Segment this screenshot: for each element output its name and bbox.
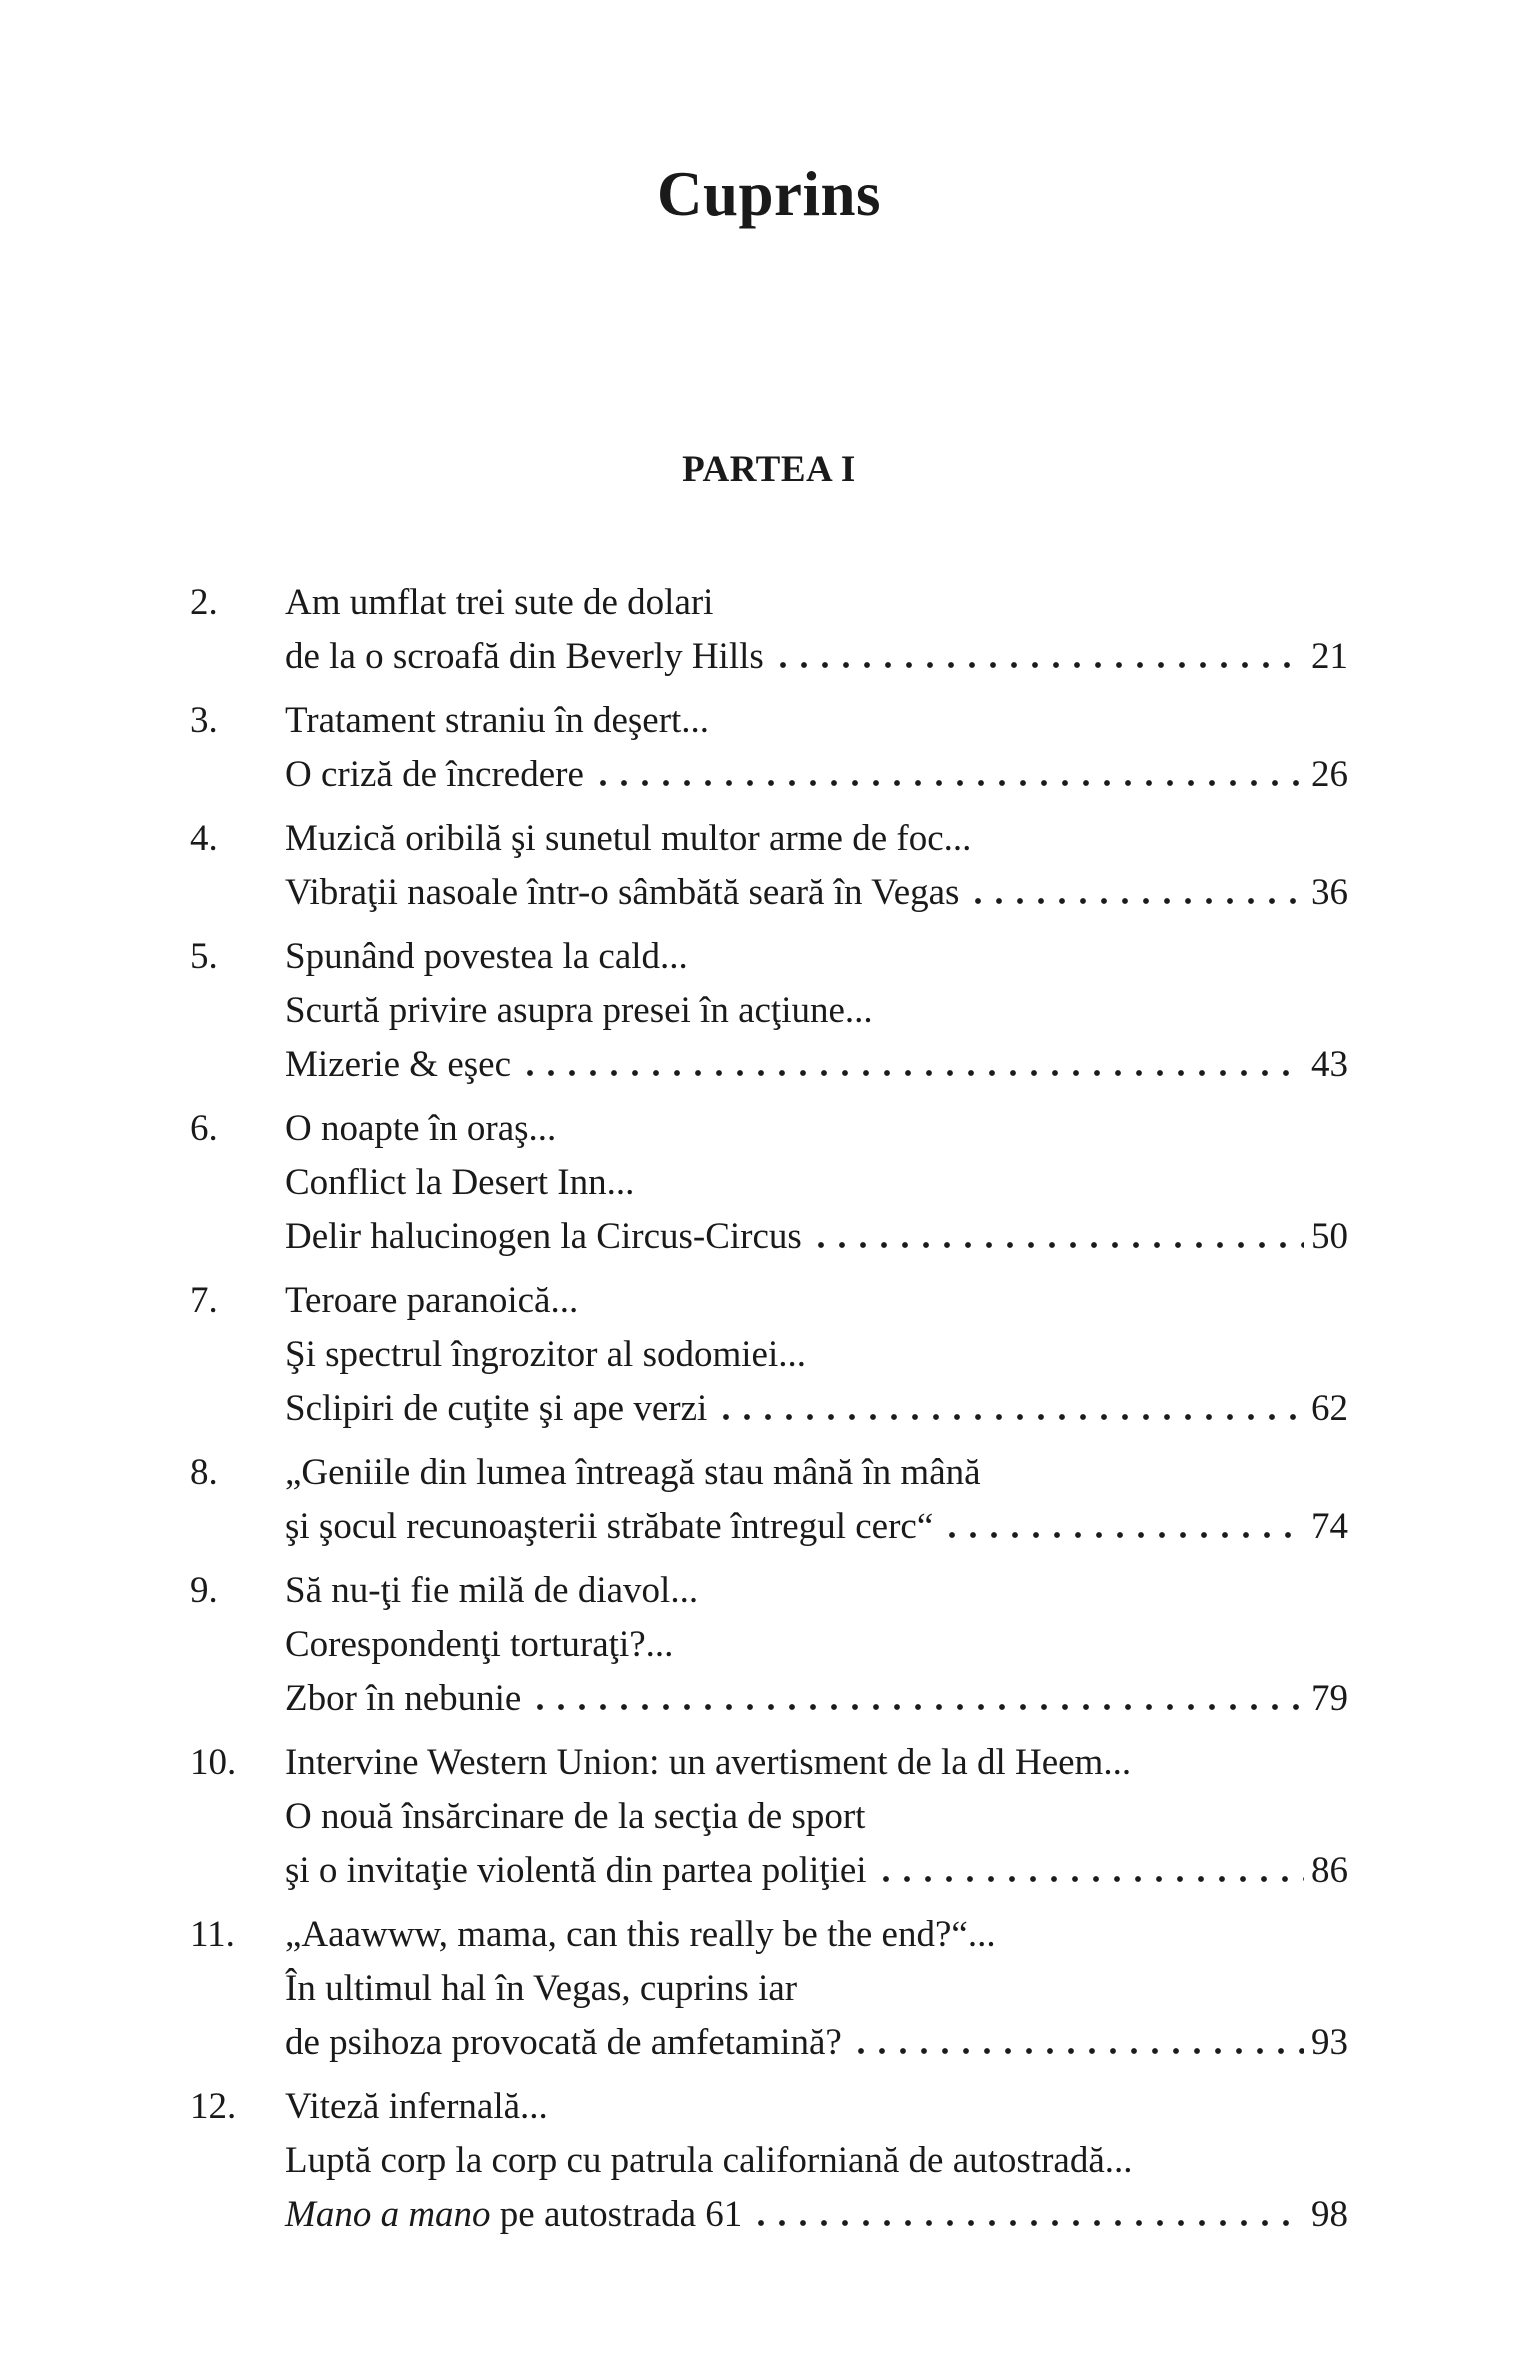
entry-body	[285, 2080, 1348, 2242]
text-segment: Să nu-ţi fie milă de diavol...	[285, 1570, 699, 1611]
entry-title-line	[285, 1446, 1348, 1500]
entry-line-text	[285, 1796, 865, 1837]
entry-last-line	[285, 1382, 1348, 1436]
dot-leader	[883, 1876, 1304, 1882]
entry-line-text	[285, 1038, 511, 1092]
entry-line-text	[285, 2140, 1133, 2181]
entry-number: 8.	[190, 1452, 218, 1493]
entry-line-text	[285, 1914, 996, 1955]
entry-last-line	[285, 2016, 1348, 2070]
text-segment: „Aaawww, mama, can this really be the end?“...	[285, 1914, 996, 1955]
entry-title-line	[285, 984, 1348, 1038]
entry-last-line	[285, 1500, 1348, 1554]
page-number: 62	[1311, 1388, 1348, 1429]
text-segment: Intervine Western Union: un avertisment de la dl Heem...	[285, 1742, 1132, 1783]
page-number: 98	[1311, 2194, 1348, 2235]
toc-entries	[190, 576, 1348, 2242]
entry-line-text	[285, 1334, 806, 1375]
entry-title-line	[285, 1962, 1348, 2016]
page-number: 21	[1311, 636, 1348, 677]
entry-line-text	[285, 700, 709, 741]
entry-number: 2.	[190, 582, 218, 623]
entry-last-line	[285, 1672, 1348, 1726]
text-segment: Delir halucinogen la Circus-Circus	[285, 1216, 802, 1257]
entry-title-line	[285, 576, 1348, 630]
entry-number: 5.	[190, 936, 218, 977]
text-segment: Mizerie & eşec	[285, 1044, 511, 1085]
toc-entry	[190, 576, 1348, 684]
text-segment: şi o invitaţie violentă din partea poliţiei	[285, 1850, 867, 1891]
toc-entry	[190, 1564, 1348, 1726]
entry-title-line	[285, 930, 1348, 984]
text-segment: Am umflat trei sute de dolari	[285, 582, 714, 623]
entry-line-text	[285, 1570, 698, 1611]
toc-entry	[190, 694, 1348, 802]
entry-number: 12.	[190, 2086, 237, 2127]
entry-title-line	[285, 694, 1348, 748]
page-number: 43	[1311, 1044, 1348, 1085]
entry-body	[285, 930, 1348, 1092]
entry-last-line	[285, 630, 1348, 684]
entry-last-line	[285, 2188, 1348, 2242]
entry-line-text	[285, 1382, 707, 1436]
text-segment: Vibraţii nasoale într-o sâmbătă seară în Vegas	[285, 872, 960, 913]
text-segment: Muzică oribilă şi sunetul multor arme de foc...	[285, 818, 972, 859]
dot-leader	[723, 1414, 1304, 1420]
entry-body	[285, 1736, 1348, 1898]
entry-title-line	[285, 1156, 1348, 1210]
dot-leader	[758, 2220, 1304, 2226]
text-segment: Spunând povestea la cald...	[285, 936, 688, 977]
text-segment: de la o scroafă din Beverly Hills	[285, 636, 764, 677]
toc-entry	[190, 812, 1348, 920]
entry-number: 9.	[190, 1570, 218, 1611]
text-segment: O criză de încredere	[285, 754, 584, 795]
toc-entry	[190, 1736, 1348, 1898]
entry-title-line	[285, 812, 1348, 866]
entry-line-text	[285, 2016, 842, 2070]
entry-line-text	[285, 1210, 802, 1264]
entry-line-text	[285, 1844, 867, 1898]
toc-entry	[190, 1908, 1348, 2070]
entry-title-line	[285, 1908, 1348, 1962]
entry-line-text	[285, 1280, 578, 1321]
entry-last-line	[285, 748, 1348, 802]
page-number: 50	[1311, 1216, 1348, 1257]
entry-line-text	[285, 1624, 673, 1665]
entry-number: 4.	[190, 818, 218, 859]
text-segment: O nouă însărcinare de la secţia de sport	[285, 1796, 866, 1837]
entry-number: 10.	[190, 1742, 237, 1783]
entry-title-line	[285, 1790, 1348, 1844]
entry-line-text	[285, 1108, 556, 1149]
entry-title-line	[285, 1328, 1348, 1382]
toc-entry	[190, 1446, 1348, 1554]
entry-line-text	[285, 990, 873, 1031]
entry-body	[285, 1274, 1348, 1436]
dot-leader	[858, 2048, 1304, 2054]
toc-entry	[190, 930, 1348, 1092]
text-segment: Tratament straniu în deşert...	[285, 700, 710, 741]
entry-line-text	[285, 630, 764, 684]
dot-leader	[600, 780, 1304, 786]
entry-title-line	[285, 2134, 1348, 2188]
entry-body	[285, 1102, 1348, 1264]
entry-title-line	[285, 1274, 1348, 1328]
entry-line-text	[285, 818, 971, 859]
text-segment: Viteză infernală...	[285, 2086, 548, 2127]
entry-title-line	[285, 2080, 1348, 2134]
entry-line-text	[285, 936, 688, 977]
entry-last-line	[285, 1844, 1348, 1898]
entry-body	[285, 812, 1348, 920]
text-segment: Teroare paranoică...	[285, 1280, 579, 1321]
dot-leader	[527, 1070, 1304, 1076]
toc-entry	[190, 2080, 1348, 2242]
page-number: 36	[1311, 872, 1348, 913]
text-segment: de psihoza provocată de amfetamină?	[285, 2022, 842, 2063]
page-number: 74	[1311, 1506, 1348, 1547]
toc-entry	[190, 1102, 1348, 1264]
entry-line-text	[285, 2086, 548, 2127]
dot-leader	[780, 662, 1304, 668]
entry-line-text	[285, 748, 584, 802]
dot-leader	[949, 1532, 1304, 1538]
text-segment: „Geniile din lumea întreagă stau mână în mână	[285, 1452, 981, 1493]
entry-body	[285, 576, 1348, 684]
entry-last-line	[285, 1038, 1348, 1092]
text-segment: pe autostrada 61	[490, 2194, 743, 2235]
dot-leader	[818, 1242, 1304, 1248]
entry-body	[285, 694, 1348, 802]
entry-line-text	[285, 1162, 634, 1203]
entry-last-line	[285, 1210, 1348, 1264]
entry-line-text	[285, 1672, 521, 1726]
entry-line-text	[285, 1968, 797, 2009]
entry-body	[285, 1908, 1348, 2070]
section-heading: PARTEA I	[682, 449, 856, 490]
text-segment: Conflict la Desert Inn...	[285, 1162, 635, 1203]
entry-number: 11.	[190, 1914, 235, 1955]
page-number: 93	[1311, 2022, 1348, 2063]
text-segment: şi şocul recunoaşterii străbate întregul cerc“	[285, 1506, 934, 1547]
entry-number: 3.	[190, 700, 218, 741]
page-number: 86	[1311, 1850, 1348, 1891]
entry-line-text	[285, 2188, 742, 2242]
text-segment: Scurtă privire asupra presei în acţiune...	[285, 990, 873, 1031]
entry-line-text	[285, 1500, 933, 1554]
entry-number: 7.	[190, 1280, 218, 1321]
toc-entry	[190, 1274, 1348, 1436]
dot-leader	[537, 1704, 1304, 1710]
entry-title-line	[285, 1618, 1348, 1672]
page-number: 79	[1311, 1678, 1348, 1719]
italic-text-segment: Mano a mano	[285, 2194, 491, 2235]
entry-body	[285, 1446, 1348, 1554]
dot-leader	[975, 898, 1304, 904]
entry-last-line	[285, 866, 1348, 920]
entry-body	[285, 1564, 1348, 1726]
entry-line-text	[285, 582, 713, 623]
entry-line-text	[285, 1742, 1131, 1783]
text-segment: Corespondenţi torturaţi?...	[285, 1624, 674, 1665]
text-segment: Şi spectrul îngrozitor al sodomiei...	[285, 1334, 806, 1375]
text-segment: O noapte în oraş...	[285, 1108, 557, 1149]
entry-title-line	[285, 1736, 1348, 1790]
entry-line-text	[285, 1452, 981, 1493]
text-segment: Luptă corp la corp cu patrula californiană de autostradă...	[285, 2140, 1133, 2181]
entry-line-text	[285, 866, 959, 920]
text-segment: În ultimul hal în Vegas, cuprins iar	[285, 1968, 798, 2009]
entry-title-line	[285, 1564, 1348, 1618]
entry-title-line	[285, 1102, 1348, 1156]
text-segment: Zbor în nebunie	[285, 1678, 522, 1719]
page-number: 26	[1311, 754, 1348, 795]
entry-number: 6.	[190, 1108, 218, 1149]
text-segment: Sclipiri de cuţite şi ape verzi	[285, 1388, 708, 1429]
page-title: Cuprins	[656, 159, 882, 229]
